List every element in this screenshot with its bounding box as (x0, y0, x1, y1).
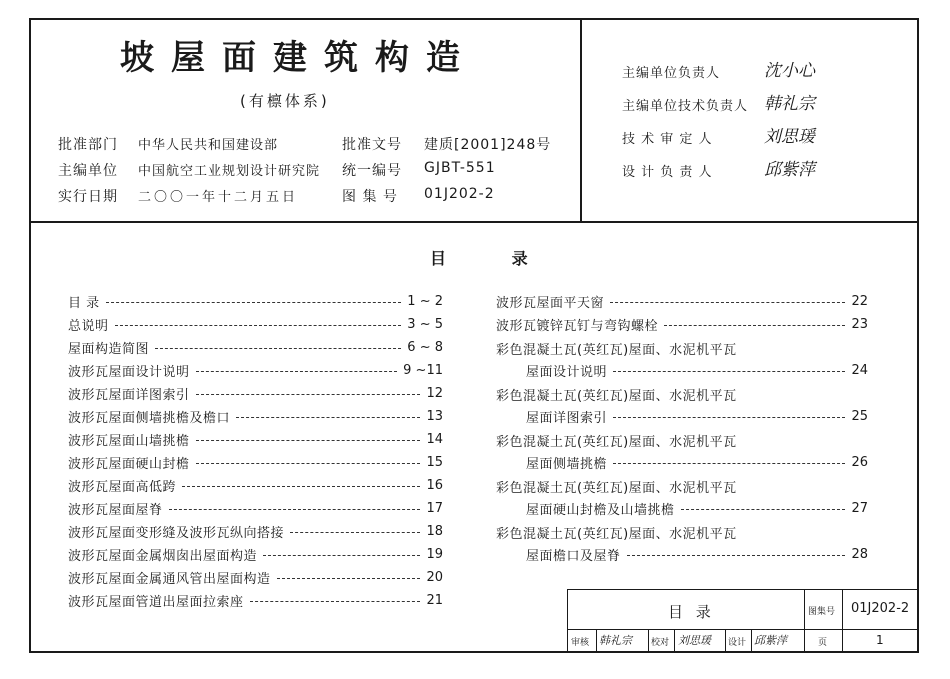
toc-item-page: 13 (426, 408, 443, 424)
toc-item-label: 屋面详图索引 (526, 410, 608, 426)
toc-leader (169, 509, 421, 510)
meta-value-chief-unit: 中国航空工业规划设计研究院 (138, 164, 321, 179)
meta-value-atlas-no: 01J202-2 (424, 186, 495, 202)
toc-item-page: 12 (426, 385, 443, 401)
toc-leader (613, 371, 845, 372)
toc-item-page: 21 (426, 592, 443, 608)
toc-item-page: 14 (426, 431, 443, 447)
toc-item[interactable] (68, 428, 443, 450)
meta-label-effective-date: 实行日期 (58, 189, 118, 205)
toc-item[interactable] (68, 543, 443, 565)
header-vertical-divider (580, 18, 582, 222)
resp-role-design-lead: 设 计 负 责 人 (622, 165, 713, 180)
toc-leader (196, 440, 421, 441)
toc-leader (627, 555, 846, 556)
title-block-page-no: 1 (876, 633, 884, 647)
title-block-atlas-label: 图集号 (808, 607, 836, 617)
toc-item-label: 波形瓦镀锌瓦钉与弯钩螺栓 (496, 318, 659, 334)
toc-item-label: 屋面檐口及屋脊 (526, 548, 621, 564)
meta-label-unified-no: 统一编号 (342, 163, 402, 179)
toc-item-page: 24 (851, 362, 868, 378)
toc-item[interactable] (68, 405, 443, 427)
header-divider (29, 221, 919, 223)
toc-item[interactable] (68, 589, 443, 611)
toc-item-page: 9 ~11 (403, 362, 443, 378)
toc-item[interactable] (68, 359, 443, 381)
toc-item[interactable] (496, 313, 868, 335)
toc-item-label: 波形瓦屋面管道出屋面拉索座 (68, 594, 244, 610)
toc-item-page: 18 (426, 523, 443, 539)
toc-item-page: 28 (851, 546, 868, 562)
toc-item-label: 波形瓦屋面硬山封檐 (68, 456, 190, 472)
toc-item[interactable] (526, 451, 868, 473)
toc-item[interactable] (526, 543, 868, 565)
toc-item-page: 19 (426, 546, 443, 562)
toc-item[interactable] (68, 290, 443, 312)
title-block-review-signature: 韩礼宗 (599, 634, 632, 647)
toc-leader (115, 325, 402, 326)
toc-item[interactable] (68, 566, 443, 588)
toc-item-label: 屋面设计说明 (526, 364, 608, 380)
page-subtitle: (有檩体系) (240, 92, 330, 110)
toc-item[interactable] (68, 520, 443, 542)
toc-item-label: 波形瓦屋面侧墙挑檐及檐口 (68, 410, 231, 426)
toc-item-label: 波形瓦屋面变形缝及波形瓦纵向搭接 (68, 525, 285, 541)
toc-leader (277, 578, 421, 579)
toc-leader (610, 302, 845, 303)
toc-item-label: 波形瓦屋面山墙挑檐 (68, 433, 190, 449)
toc-item-label: 总说明 (68, 318, 109, 334)
toc-item-page: 25 (851, 408, 868, 424)
toc-item-label: 屋面侧墙挑檐 (526, 456, 608, 472)
toc-leader (196, 371, 398, 372)
toc-item[interactable] (68, 474, 443, 496)
meta-value-approval-dept: 中华人民共和国建设部 (138, 138, 279, 153)
title-block (567, 589, 919, 653)
toc-item-prefix: 彩色混凝土瓦(英红瓦)屋面、水泥机平瓦 (496, 343, 737, 358)
toc-leader (236, 417, 420, 418)
title-block-check-signature: 刘思瑗 (678, 634, 711, 647)
meta-label-approval-no: 批准文号 (342, 137, 402, 153)
title-block-review-label: 审核 (571, 638, 590, 648)
toc-item-label: 目 录 (68, 295, 100, 311)
toc-item-page: 1 ~ 2 (407, 293, 443, 309)
toc-item-label: 屋面构造简图 (68, 341, 150, 357)
resp-role-tech-head: 主编单位技术负责人 (622, 99, 749, 114)
toc-item-page: 27 (851, 500, 868, 516)
title-block-atlas-no: 01J202-2 (851, 601, 910, 616)
meta-label-atlas-no: 图 集 号 (342, 189, 398, 205)
toc-leader (613, 463, 845, 464)
toc-item-label: 波形瓦屋面设计说明 (68, 364, 190, 380)
meta-label-approval-dept: 批准部门 (58, 137, 118, 153)
title-block-page-label: 页 (818, 638, 828, 648)
signature-tech-head: 韩礼宗 (764, 94, 815, 114)
toc-item-page: 3 ~ 5 (407, 316, 443, 332)
signature-chief-head: 沈小心 (764, 61, 815, 81)
toc-leader (664, 325, 845, 326)
toc-item-page: 20 (426, 569, 443, 585)
toc-item-label: 屋面硬山封檐及山墙挑檐 (526, 502, 675, 518)
toc-item[interactable] (526, 359, 868, 381)
title-block-design-signature: 邱紫萍 (754, 634, 787, 647)
toc-leader (106, 302, 402, 303)
toc-item-label: 波形瓦屋面屋脊 (68, 502, 163, 518)
toc-leader (290, 532, 420, 533)
toc-leader (613, 417, 845, 418)
title-block-design-label: 设计 (728, 638, 747, 648)
toc-item[interactable] (68, 313, 443, 335)
toc-title: 目 录 (430, 249, 558, 268)
toc-item-label: 波形瓦屋面详图索引 (68, 387, 190, 403)
toc-item-prefix: 彩色混凝土瓦(英红瓦)屋面、水泥机平瓦 (496, 527, 737, 542)
toc-item-page: 23 (851, 316, 868, 332)
toc-item[interactable] (68, 382, 443, 404)
toc-item-prefix: 彩色混凝土瓦(英红瓦)屋面、水泥机平瓦 (496, 435, 737, 450)
signature-design-lead: 邱紫萍 (764, 160, 815, 180)
toc-item[interactable] (68, 497, 443, 519)
signature-reviewer: 刘思瑗 (764, 127, 815, 147)
toc-leader (182, 486, 420, 487)
meta-value-approval-no: 建质[2001]248号 (424, 137, 552, 153)
title-block-title: 目 录 (668, 603, 715, 621)
toc-item-page: 15 (426, 454, 443, 470)
toc-leader (196, 463, 421, 464)
resp-role-chief-head: 主编单位负责人 (622, 66, 721, 81)
toc-leader (263, 555, 420, 556)
resp-role-reviewer: 技 术 审 定 人 (622, 132, 713, 147)
toc-item[interactable] (68, 451, 443, 473)
toc-item-label: 波形瓦屋面平天窗 (496, 295, 605, 311)
toc-item-label: 波形瓦屋面金属通风管出屋面构造 (68, 571, 271, 587)
toc-leader (196, 394, 421, 395)
toc-item-page: 6 ~ 8 (407, 339, 443, 355)
toc-item-page: 16 (426, 477, 443, 493)
meta-value-unified-no: GJBT-551 (424, 160, 496, 176)
toc-item-page: 22 (851, 293, 868, 309)
toc-leader (155, 348, 401, 349)
toc-item[interactable] (68, 336, 443, 358)
toc-item[interactable] (496, 290, 868, 312)
toc-item-label: 波形瓦屋面高低跨 (68, 479, 177, 495)
toc-item[interactable] (526, 497, 868, 519)
toc-item-page: 26 (851, 454, 868, 470)
meta-value-effective-date: 二〇〇一年十二月五日 (138, 190, 299, 205)
toc-item-prefix: 彩色混凝土瓦(英红瓦)屋面、水泥机平瓦 (496, 481, 737, 496)
toc-leader (250, 601, 421, 602)
toc-item[interactable] (526, 405, 868, 427)
toc-item-label: 波形瓦屋面金属烟囱出屋面构造 (68, 548, 258, 564)
toc-leader (681, 509, 846, 510)
toc-item-prefix: 彩色混凝土瓦(英红瓦)屋面、水泥机平瓦 (496, 389, 737, 404)
toc-item-page: 17 (426, 500, 443, 516)
title-block-check-label: 校对 (651, 638, 670, 648)
page-title: 坡屋面建筑构造 (120, 38, 477, 78)
meta-label-chief-unit: 主编单位 (58, 163, 118, 179)
